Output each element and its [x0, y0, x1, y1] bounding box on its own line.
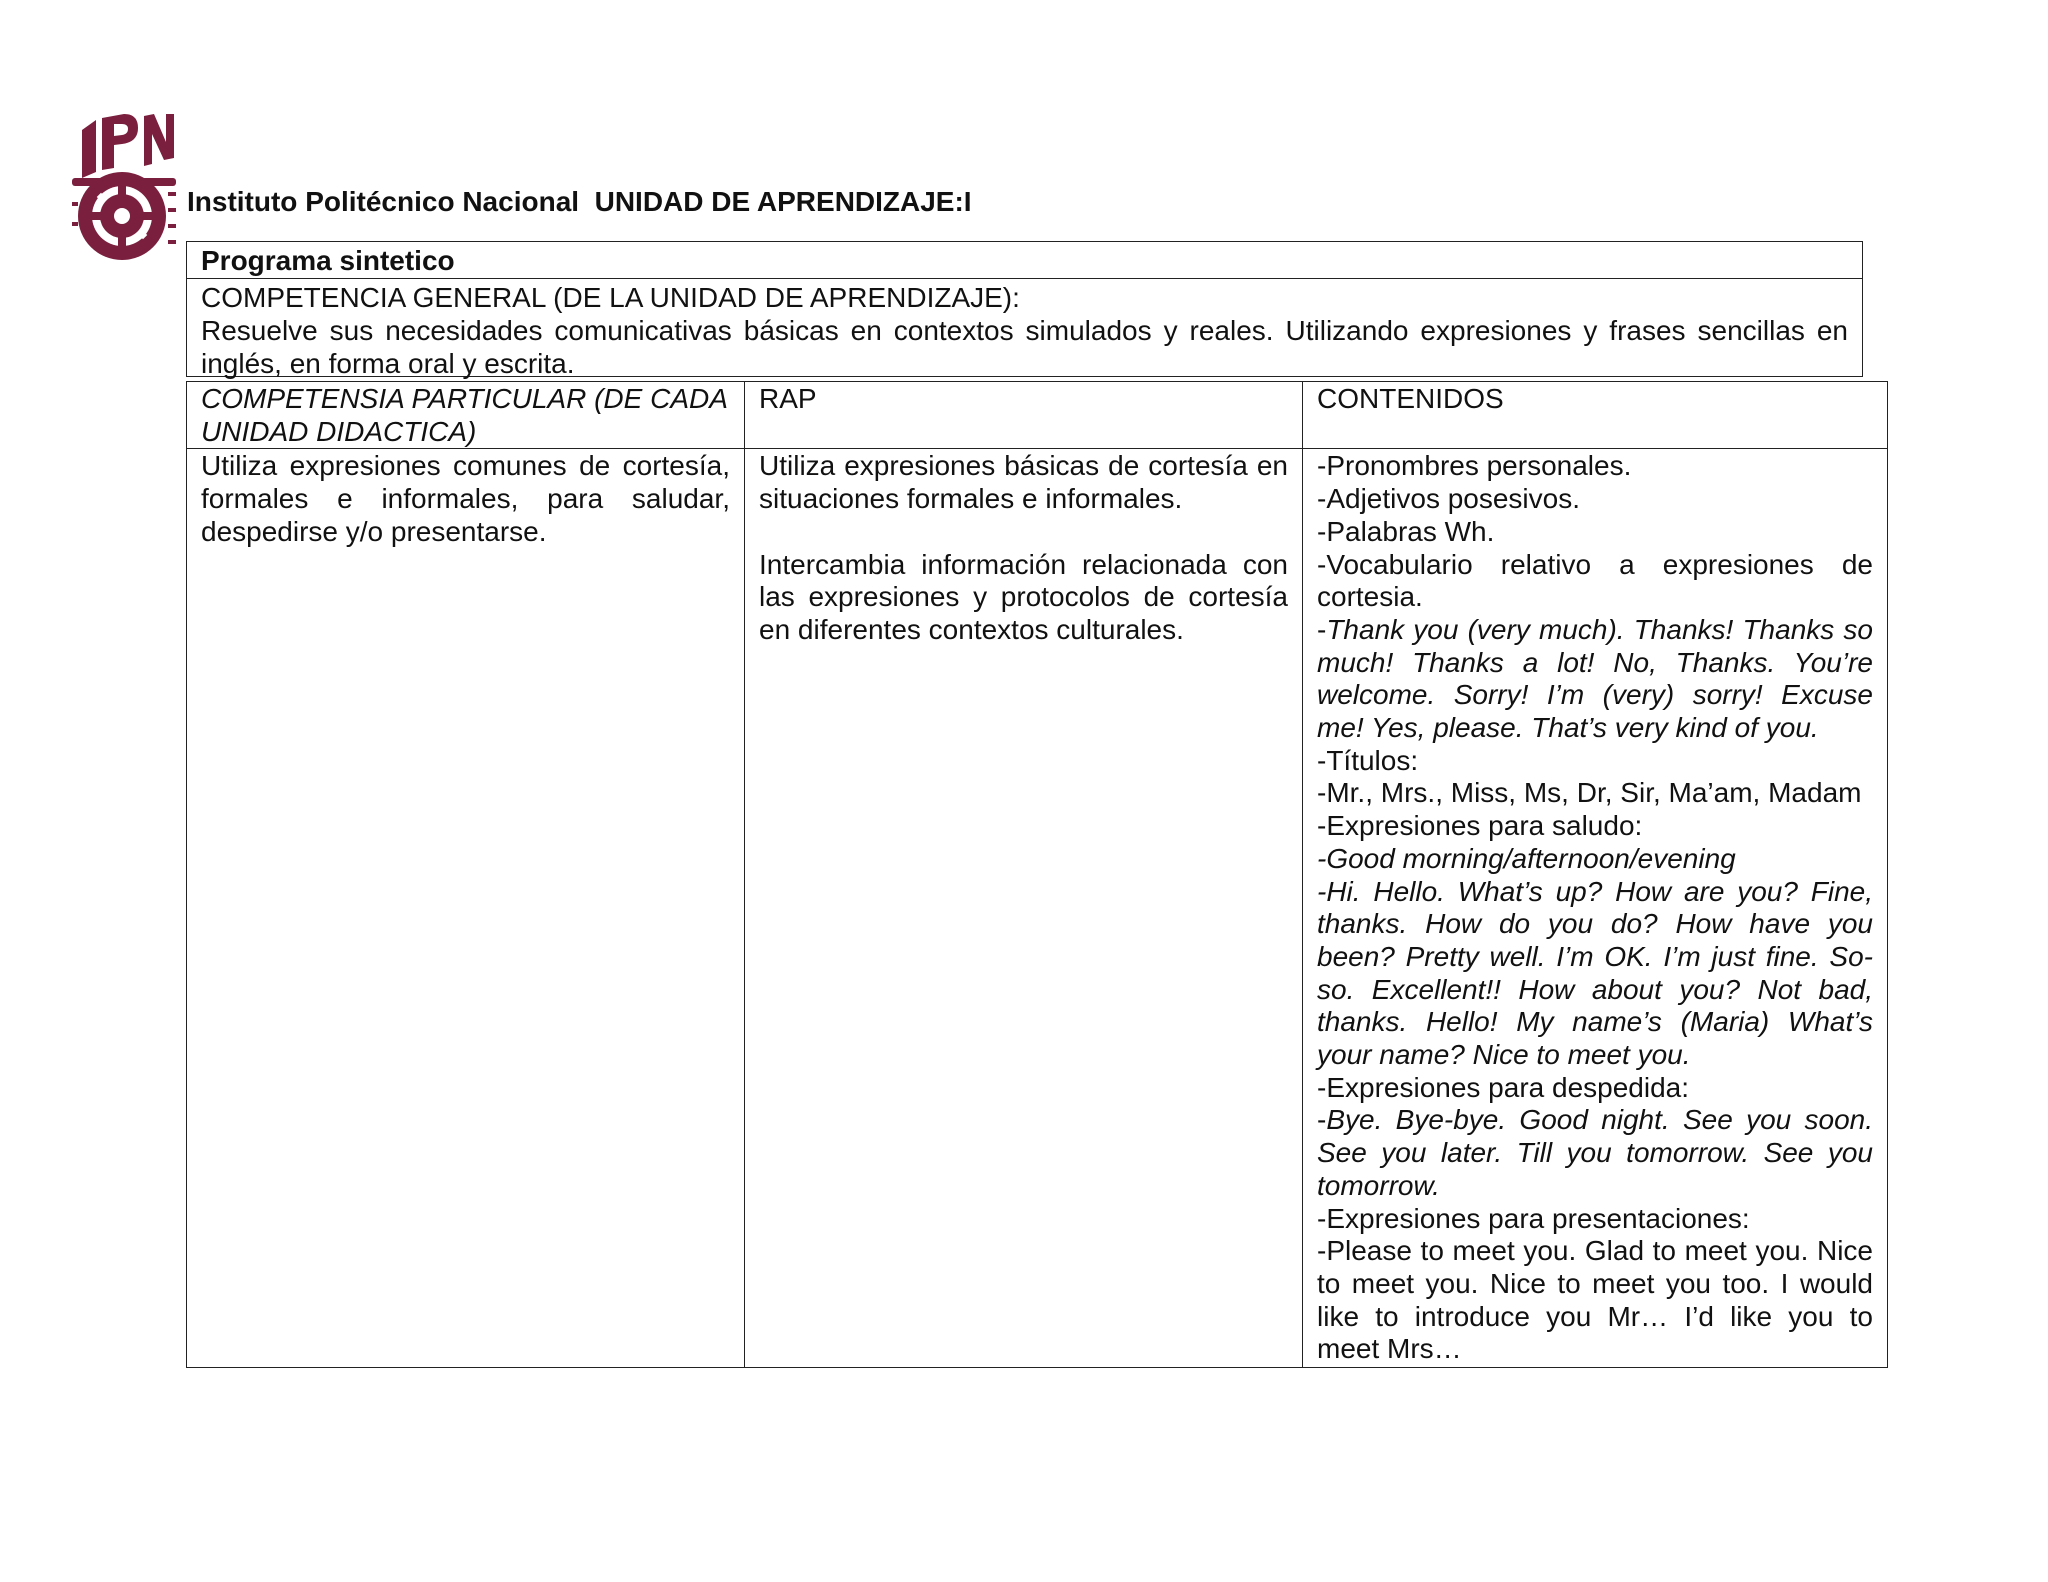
competencies-table: [186, 381, 1888, 1368]
competencia-general-label: COMPETENCIA GENERAL (DE LA UNIDAD DE APRENDIZAJE):: [201, 282, 1020, 313]
contenidos-line: -Vocabulario relativo a expresiones de cortesia.: [1317, 548, 1873, 613]
ipn-seal-icon: [72, 112, 176, 268]
competencia-general-text: Resuelve sus necesidades comunicativas básicas en contextos simulados y reales. Utilizando expresiones y frases sencillas en inglés, en forma oral y escrita.: [201, 315, 1848, 379]
table-row: [187, 449, 1888, 1368]
header-rap: RAP: [745, 382, 1303, 449]
contenidos-courtesy-block: [1317, 614, 1873, 745]
program-summary-box: [186, 241, 1863, 377]
program-title: Programa sintetico: [187, 242, 1862, 279]
farewell-expressions: Bye. Bye-bye. Good night. See you soon. See you later. Till you tomorrow. See you tomorrow.: [1317, 1104, 1873, 1201]
header-competencia-particular: COMPETENSIA PARTICULAR (DE CADA UNIDAD DIDACTICA): [187, 382, 745, 449]
cell-competencia-particular: [187, 449, 745, 1368]
header-contenidos: CONTENIDOS: [1303, 382, 1888, 449]
contenidos-line: -Adjetivos posesivos.: [1317, 483, 1581, 515]
greeting-times: -Good morning/afternoon/evening: [1317, 842, 1736, 874]
introduction-expressions: -Please to meet you. Glad to meet you. Nice to meet you. Nice to meet you too. I would like to introduce you Mr… I’d like you to meet Mrs…: [1317, 1235, 1873, 1365]
document-title: Instituto Politécnico Nacional UNIDAD DE APRENDIZAJE:I: [187, 186, 972, 217]
contenidos-line: -Expresiones para saludo:: [1317, 810, 1643, 842]
dash: -: [1317, 1104, 1327, 1136]
cell-rap: [745, 449, 1303, 1368]
table-header-row: [187, 382, 1888, 449]
greeting-expressions: -Hi. Hello. What’s up? How are you? Fine, thanks. How do you do? How have you been? Pretty well. I’m OK. I’m just fine. So-so. Excellent!! How about you? Not bad, thanks. Hello! My name’s (Maria) What’s your name? Nice to meet you.: [1317, 875, 1873, 1071]
farewell-block: [1317, 1104, 1873, 1202]
contenidos-line: -Mr., Mrs., Miss, Ms, Dr, Sir, Ma’am, Madam: [1317, 777, 1862, 809]
contenidos-line: -Expresiones para presentaciones:: [1317, 1202, 1750, 1234]
cell-contenidos: [1303, 449, 1888, 1368]
contenidos-line: -Pronombres personales.: [1317, 450, 1632, 482]
contenidos-line: -Títulos:: [1317, 744, 1419, 776]
ipn-logo: [72, 112, 176, 268]
rap-paragraph-2: Intercambia información relacionada con las expresiones y protocolos de cortesía en diferentes contextos culturales.: [759, 548, 1288, 645]
paragraph-spacer: [759, 516, 1288, 549]
courtesy-expressions: Thank you (very much). Thanks! Thanks so much! Thanks a lot! No, Thanks. You’re welcome. Sorry! I’m (very) sorry! Excuse me! Yes, please. That’s very kind of you.: [1317, 613, 1873, 744]
dash: -: [1317, 613, 1327, 645]
rap-paragraph-1: Utiliza expresiones básicas de cortesía en situaciones formales e informales.: [759, 450, 1288, 515]
contenidos-line: -Palabras Wh.: [1317, 515, 1495, 547]
program-body: [187, 279, 1862, 380]
contenidos-line: -Expresiones para despedida:: [1317, 1071, 1690, 1103]
competencia-particular-text: Utiliza expresiones comunes de cortesía, formales e informales, para saludar, despedirse y/o presentarse.: [201, 450, 730, 547]
